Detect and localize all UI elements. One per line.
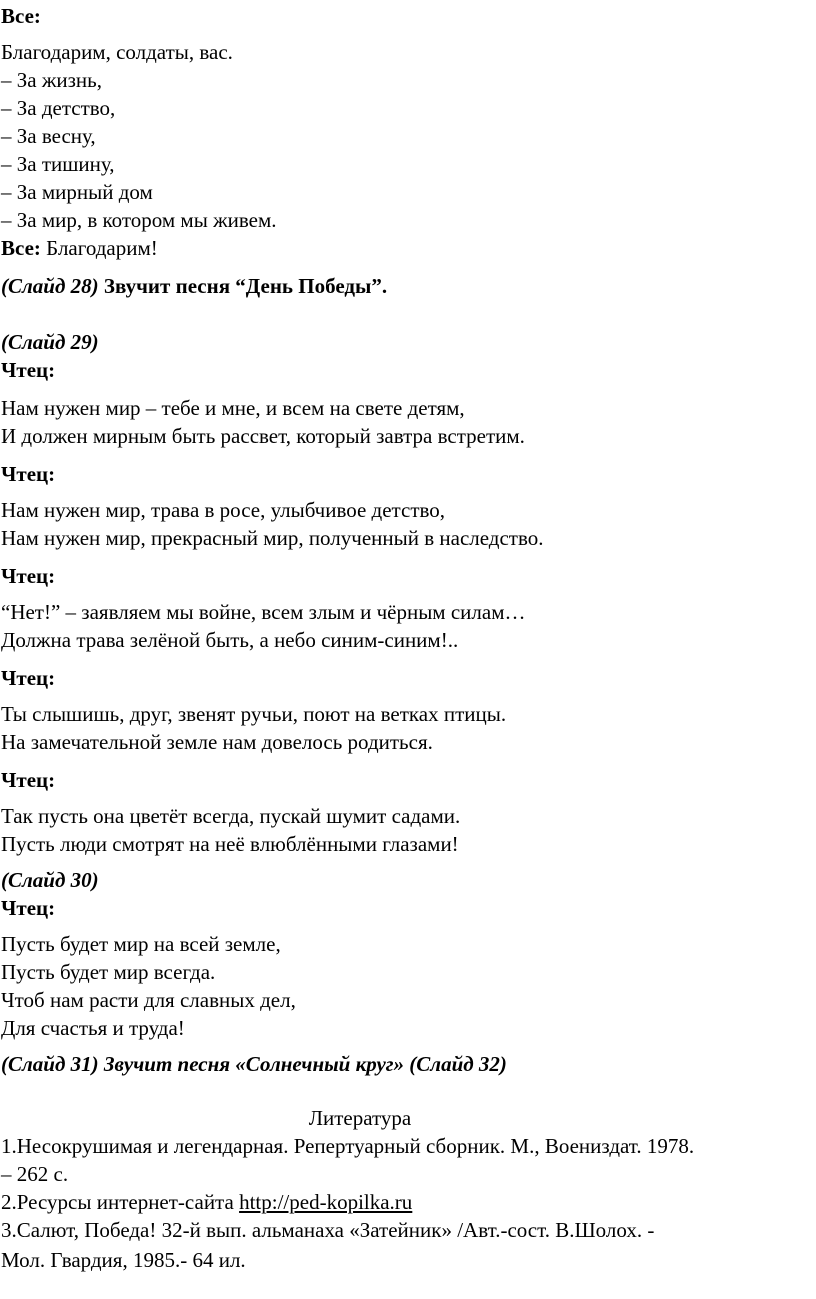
slide-label: (Слайд 30) xyxy=(1,868,99,892)
text-line: – За весну, xyxy=(1,124,96,148)
final-text: Благодарим! xyxy=(40,236,158,260)
text-line: Благодарим, солдаты, вас. xyxy=(1,40,233,64)
speaker-reader: Чтец: xyxy=(1,564,56,588)
slide-label: (Слайд 28) xyxy=(1,274,99,298)
speaker-reader: Чтец: xyxy=(1,462,56,486)
text-line: – За мирный дом xyxy=(1,180,153,204)
reference-text: 2.Ресурсы интернет-сайта xyxy=(1,1190,240,1214)
speaker-all: Все: xyxy=(1,236,41,260)
website-link[interactable]: http://ped-kopilka.ru xyxy=(239,1190,413,1214)
verse-line: Пусть люди смотрят на неё влюблёнными глазами! xyxy=(1,832,459,856)
text-line: – За детство, xyxy=(1,96,116,120)
text-line: – За тишину, xyxy=(1,152,115,176)
text-line: – За мир, в котором мы живем. xyxy=(1,208,277,232)
reference-item: 3.Салют, Победа! 32-й вып. альманаха «Затейник» /Авт.-сост. В.Шолох. - xyxy=(1,1218,655,1242)
slide-28-line xyxy=(1,273,387,299)
verse-line: На замечательной земле нам довелось родиться. xyxy=(1,730,433,754)
verse-line: Для счастья и труда! xyxy=(1,1016,185,1040)
slide-31-line: (Слайд 31) Звучит песня «Солнечный круг» (Слайд 32) xyxy=(1,1052,507,1076)
slide-label: (Слайд 29) xyxy=(1,330,99,354)
literature-heading: Литература xyxy=(308,1106,412,1130)
reference-item-continued: Мол. Гвардия, 1985.- 64 ил. xyxy=(1,1248,246,1272)
speaker-reader: Чтец: xyxy=(1,768,56,792)
verse-line: Ты слышишь, друг, звенят ручьи, поют на ветках птицы. xyxy=(1,702,507,726)
verse-line: Нам нужен мир, прекрасный мир, полученный в наследство. xyxy=(1,526,544,550)
verse-line: Нам нужен мир, трава в росе, улыбчивое детство, xyxy=(1,498,446,522)
text-line: – За жизнь, xyxy=(1,68,102,92)
reference-item: 1.Несокрушимая и легендарная. Репертуарный сборник. М., Воениздат. 1978. xyxy=(1,1134,695,1158)
reference-item xyxy=(1,1189,412,1215)
speaker-reader: Чтец: xyxy=(1,358,56,382)
verse-line: Так пусть она цветёт всегда, пускай шумит садами. xyxy=(1,804,461,828)
verse-line: “Нет!” – заявляем мы войне, всем злым и чёрным силам… xyxy=(1,600,526,624)
reference-item-continued: – 262 с. xyxy=(1,1162,69,1186)
speaker-reader: Чтец: xyxy=(1,896,56,920)
verse-line: Должна трава зелёной быть, а небо синим-синим!.. xyxy=(1,628,459,652)
verse-line: Пусть будет мир на всей земле, xyxy=(1,932,281,956)
speaker-all: Все: xyxy=(1,4,41,28)
final-line xyxy=(1,235,158,261)
verse-line: Чтоб нам расти для славных дел, xyxy=(1,988,296,1012)
verse-line: И должен мирным быть рассвет, который завтра встретим. xyxy=(1,424,525,448)
stage-direction: Звучит песня “День Победы”. xyxy=(98,274,388,298)
speaker-reader: Чтец: xyxy=(1,666,56,690)
verse-line: Нам нужен мир – тебе и мне, и всем на свете детям, xyxy=(1,396,465,420)
verse-line: Пусть будет мир всегда. xyxy=(1,960,216,984)
